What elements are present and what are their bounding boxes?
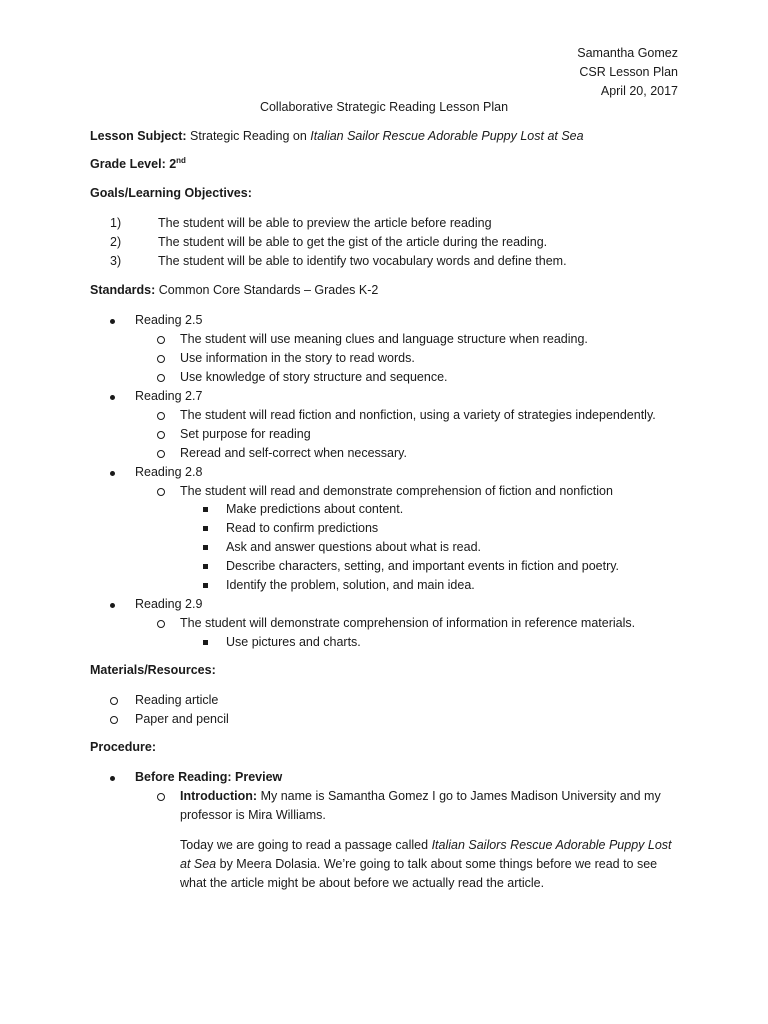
- preview-paragraph: [180, 836, 680, 893]
- square-bullet-icon: [203, 507, 208, 512]
- document-date: April 20, 2017: [600, 84, 678, 98]
- standards-line: [90, 283, 378, 299]
- standard-item-text: Reread and self-correct when necessary.: [180, 446, 407, 460]
- circle-bullet-icon: [110, 716, 118, 724]
- standard-subitem: [203, 540, 481, 556]
- standard-item: [157, 351, 415, 367]
- goal-number: 2): [110, 235, 122, 249]
- grade-level-suffix: nd: [176, 156, 186, 165]
- circle-bullet-icon: [157, 336, 165, 344]
- standard-item-text: Use information in the story to read words.: [180, 351, 415, 365]
- standard-subitem: [203, 559, 619, 575]
- bullet-icon: [110, 319, 115, 324]
- standard-item-text: The student will demonstrate comprehension of information in reference materials.: [180, 616, 636, 630]
- standard-subitem-text: Read to confirm predictions: [226, 521, 379, 535]
- square-bullet-icon: [203, 545, 208, 550]
- lesson-subject: [90, 129, 584, 145]
- standard-label: Reading 2.9: [135, 597, 203, 611]
- standard-item: [157, 370, 448, 386]
- goal-text: The student will be able to preview the article before reading: [158, 216, 492, 230]
- standard-item: [157, 332, 588, 348]
- introduction-text: My name is Samantha Gomez I go to James Madison University and my: [260, 789, 661, 803]
- material-item: [110, 712, 229, 728]
- circle-bullet-icon: [157, 450, 165, 458]
- grade-level: [90, 157, 186, 173]
- goals-heading: Goals/Learning Objectives:: [90, 186, 252, 200]
- standard-label: Reading 2.7: [135, 389, 203, 403]
- introduction-label: Introduction:: [180, 789, 258, 803]
- standard-subitem-text: Describe characters, setting, and important events in fiction and poetry.: [226, 559, 620, 573]
- standard-subitem: [203, 521, 378, 537]
- header-block: [577, 46, 678, 103]
- standard-reading-2-9: [110, 597, 202, 613]
- bullet-icon: [110, 471, 115, 476]
- material-item-text: Reading article: [135, 693, 219, 707]
- procedure-step-label: Before Reading: Preview: [135, 770, 283, 784]
- lesson-subject-article: Italian Sailor Rescue Adorable Puppy Lost at Sea: [310, 129, 584, 143]
- goal-item: [110, 254, 567, 270]
- lesson-subject-prefix: Strategic Reading on: [190, 129, 307, 143]
- bullet-icon: [110, 603, 115, 608]
- standard-item-text: The student will read and demonstrate comprehension of fiction and nonfiction: [180, 484, 613, 498]
- standard-subitem-text: Use pictures and charts.: [226, 635, 361, 649]
- square-bullet-icon: [203, 564, 208, 569]
- standards-text: Common Core Standards – Grades K-2: [158, 283, 379, 297]
- goal-item: [110, 235, 547, 251]
- square-bullet-icon: [203, 640, 208, 645]
- paragraph-text: Today we are going to read a passage called: [180, 838, 432, 852]
- standard-reading-2-5: [110, 313, 202, 329]
- standard-item: [157, 446, 407, 462]
- standard-item: [157, 616, 635, 632]
- circle-bullet-icon: [157, 431, 165, 439]
- goal-item: [110, 216, 492, 232]
- document-type: CSR Lesson Plan: [579, 65, 678, 79]
- circle-bullet-icon: [157, 793, 165, 801]
- circle-bullet-icon: [157, 355, 165, 363]
- bullet-icon: [110, 395, 115, 400]
- paragraph-article-title: Italian Sailors Rescue Adorable Puppy Lost at Sea: [180, 838, 672, 871]
- procedure-introduction: [157, 789, 661, 805]
- standard-reading-2-7: [110, 389, 202, 405]
- standard-subitem: [203, 635, 361, 651]
- procedure-before-reading: [110, 770, 282, 786]
- grade-level-value: 2: [169, 157, 177, 171]
- standard-item-text: Set purpose for reading: [180, 427, 311, 441]
- standard-item-text: The student will read fiction and nonfiction, using a variety of strategies independently.: [180, 408, 656, 422]
- circle-bullet-icon: [157, 412, 165, 420]
- standard-subitem-text: Make predictions about content.: [226, 502, 404, 516]
- standard-item-text: Use knowledge of story structure and sequence.: [180, 370, 448, 384]
- grade-level-label: Grade Level:: [90, 157, 166, 171]
- circle-bullet-icon: [157, 488, 165, 496]
- standard-item: [157, 408, 656, 424]
- standard-item: [157, 427, 311, 443]
- paragraph-text: by Meera Dolasia. We’re going to talk about some things before we read to see what the article might be about before we actually read the article.: [180, 857, 658, 890]
- material-item-text: Paper and pencil: [135, 712, 229, 726]
- standard-subitem-text: Identify the problem, solution, and main idea.: [226, 578, 475, 592]
- standard-item: [157, 484, 613, 500]
- introduction-text-continued: professor is Mira Williams.: [180, 808, 326, 822]
- circle-bullet-icon: [157, 620, 165, 628]
- circle-bullet-icon: [110, 697, 118, 705]
- standard-subitem-text: Ask and answer questions about what is read.: [226, 540, 482, 554]
- goal-text: The student will be able to get the gist of the article during the reading.: [158, 235, 548, 249]
- standard-label: Reading 2.5: [135, 313, 203, 327]
- square-bullet-icon: [203, 583, 208, 588]
- material-item: [110, 693, 218, 709]
- standard-label: Reading 2.8: [135, 465, 203, 479]
- standard-item-text: The student will use meaning clues and language structure when reading.: [180, 332, 588, 346]
- materials-heading: Materials/Resources:: [90, 663, 216, 677]
- goal-number: 3): [110, 254, 122, 268]
- standard-reading-2-8: [110, 465, 202, 481]
- square-bullet-icon: [203, 526, 208, 531]
- document-title: Collaborative Strategic Reading Lesson Plan: [259, 100, 509, 114]
- lesson-subject-label: Lesson Subject:: [90, 129, 187, 143]
- author-name: Samantha Gomez: [577, 46, 678, 60]
- standard-subitem: [203, 578, 475, 594]
- circle-bullet-icon: [157, 374, 165, 382]
- goal-text: The student will be able to identify two vocabulary words and define them.: [158, 254, 567, 268]
- procedure-heading: Procedure:: [90, 740, 156, 754]
- bullet-icon: [110, 776, 115, 781]
- standard-subitem: [203, 502, 403, 518]
- standards-label: Standards:: [90, 283, 156, 297]
- goal-number: 1): [110, 216, 122, 230]
